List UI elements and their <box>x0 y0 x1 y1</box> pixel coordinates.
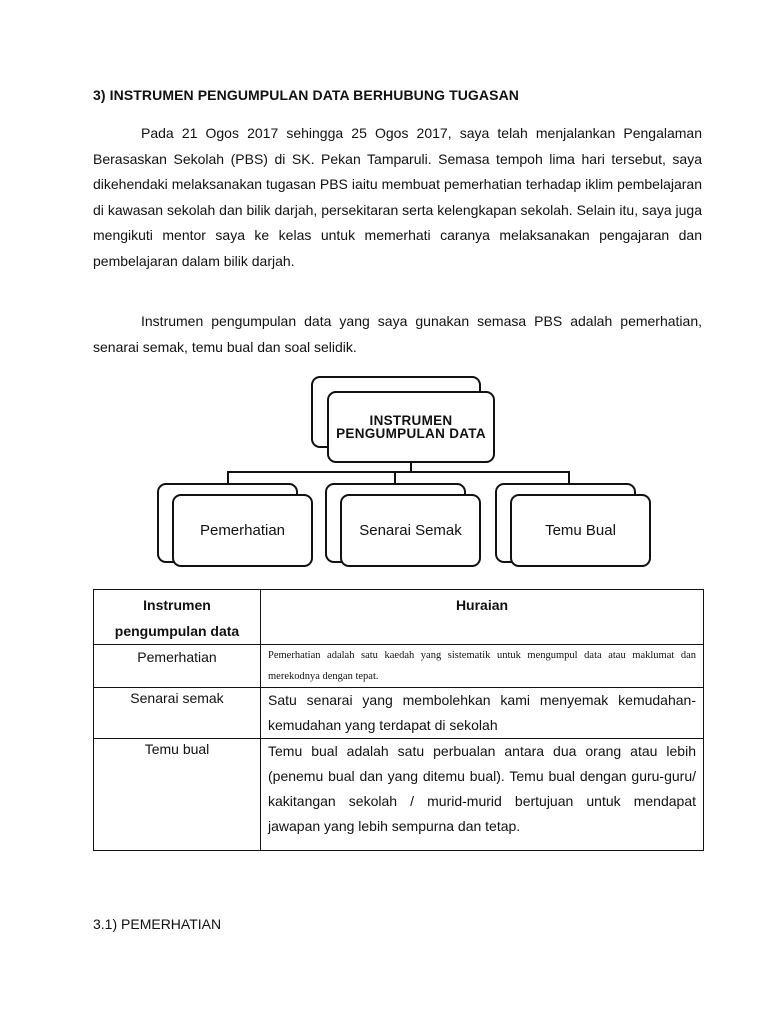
subsection-heading: 3.1) PEMERHATIAN <box>93 916 222 932</box>
child-label-3: Temu Bual <box>545 522 616 539</box>
header-description: Huraian <box>261 590 704 645</box>
child-label-2: Senarai Semak <box>359 522 462 539</box>
header-instrument: Instrumen pengumpulan data <box>94 590 261 645</box>
instrument-table <box>93 589 704 851</box>
row-instrument: Temu bual <box>94 739 261 851</box>
intro-paragraph: Pada 21 Ogos 2017 sehingga 25 Ogos 2017, saya telah menjalankan Pengalaman Berasaskan Sekolah (PBS) di SK. Pekan Tamparuli. Semasa tempoh lima hari tersebut, saya dikehendaki melaksanakan tugasan PBS iaitu membuat pemerhatian terhadap iklim pembelajaran di kawasan sekolah dan bilik darjah, persekitaran serta kelengkapan sekolah. Selain itu, saya juga mengikuti mentor saya ke kelas untuk memerhati caranya melaksanakan pengajaran dan pembelajaran dalam bilik darjah. <box>93 125 702 269</box>
row-description: Temu bual adalah satu perbualan antara dua orang atau lebih (penemu bual dan yang ditemu bual). Temu bual dengan guru-guru/ kakitangan sekolah / murid-murid bertujuan untuk mendapat jawapan yang lebih sempurna dan tetap. <box>261 739 704 851</box>
child-box-3 <box>510 494 651 567</box>
section-heading: 3) INSTRUMEN PENGUMPULAN DATA BERHUBUNG TUGASAN <box>93 87 519 103</box>
table-row <box>94 739 704 851</box>
table-row <box>94 688 704 739</box>
child-label-1: Pemerhatian <box>199 522 286 539</box>
connector-horizontal <box>227 471 570 473</box>
instruments-paragraph: Instrumen pengumpulan data yang saya gunakan semasa PBS adalah pemerhatian, senarai semak, temu bual dan soal selidik. <box>93 313 702 355</box>
table-row <box>94 645 704 688</box>
row-instrument: Senarai semak <box>94 688 261 739</box>
row-description: Satu senarai yang membolehkan kami menyemak kemudahan-kemudahan yang terdapat di sekolah <box>261 688 704 739</box>
child-box-1 <box>172 494 313 567</box>
row-instrument: Pemerhatian <box>94 645 261 688</box>
child-box-2 <box>340 494 481 567</box>
root-label: INSTRUMEN PENGUMPULAN DATA <box>336 413 486 441</box>
root-box <box>327 391 495 463</box>
row-description: Pemerhatian adalah satu kaedah yang sistematik untuk mengumpul data atau maklumat dan merekodnya dengan tepat. <box>261 645 704 688</box>
table-header-row <box>94 590 704 645</box>
